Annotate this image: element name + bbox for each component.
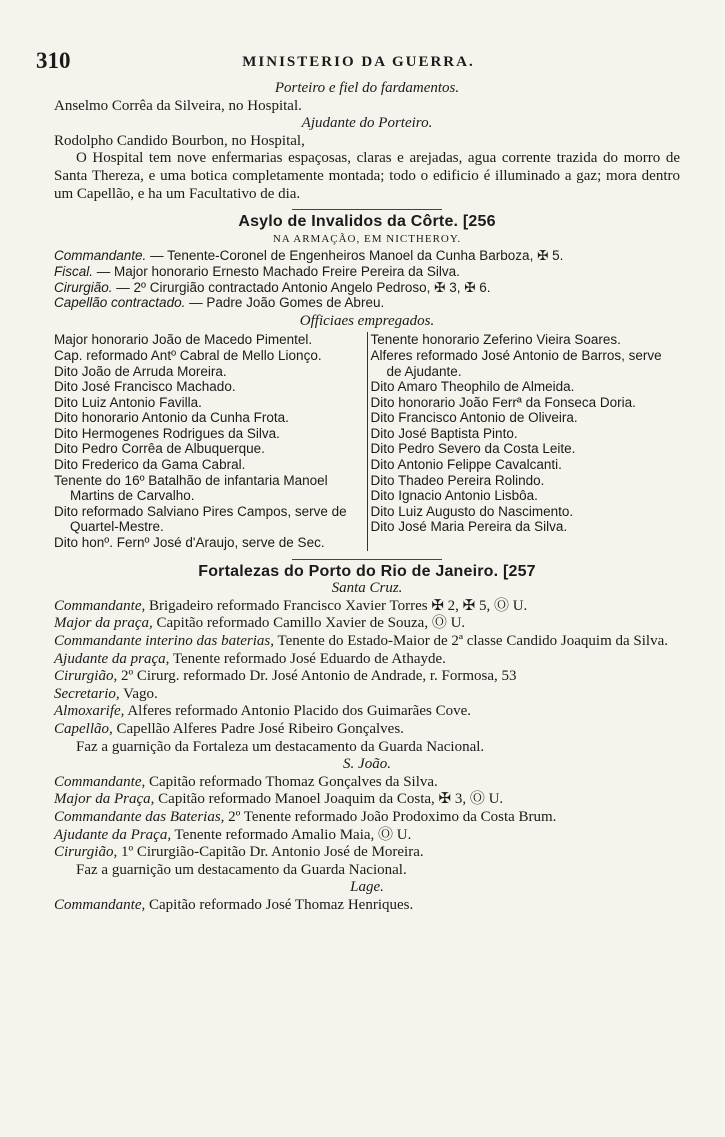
intro-section (54, 80, 680, 203)
role-porteiro: Porteiro e fiel do fardamentos. (274, 80, 460, 96)
officer-entry: Dito Amaro Theophilo de Almeida. (370, 379, 575, 395)
fort-entry: Commandante, Capitão reformado José Thomaz Henriques. (54, 896, 414, 913)
asylo-title: Asylo de Invalidos da Côrte. [256 (238, 213, 496, 231)
entry-anselmo: Anselmo Corrêa da Silveira, no Hospital. (54, 97, 302, 114)
staff-line: Commandante. — Tenente-Coronel de Engenheiros Manoel da Cunha Barboza, ✠ 5. (54, 248, 564, 264)
officer-entry: Dito José Francisco Machado. (54, 379, 236, 395)
entry-rodolpho: Rodolpho Candido Bourbon, no Hospital, (54, 132, 305, 149)
officer-entry: Dito Luiz Antonio Favilla. (54, 394, 202, 410)
officer-entry: Dito José Baptista Pinto. (370, 425, 518, 441)
fort-entry: Major da Praça, Capitão reformado Manoel Joaquim da Costa, ✠ 3, Ⓞ U. (54, 791, 504, 808)
fort-entry: Major da praça, Capitão reformado Camillo Xavier de Souza, Ⓞ U. (54, 615, 466, 632)
officers-heading: Officiaes empregados. (299, 312, 435, 329)
page-body (54, 80, 680, 915)
section-divider (292, 209, 442, 210)
page-number: 310 (36, 48, 71, 73)
officer-entry: Dito Antonio Felippe Cavalcanti. (370, 457, 562, 473)
fortalezas-title: Fortalezas do Porto do Rio de Janeiro. [257 (198, 562, 536, 580)
staff-line: Fiscal. — Major honorario Ernesto Machado Freire Pereira da Silva. (54, 263, 460, 279)
fort-entry: Commandante, Brigadeiro reformado Francisco Xavier Torres ✠ 2, ✠ 5, Ⓞ U. (54, 597, 528, 614)
hospital-paragraph: O Hospital tem nove enfermarias espaçosas, claras e arejadas, agua corrente trazida do morro de Santa Thereza, e uma botica completamente montada; todo o edificio é illuminado a gaz; mora dentro um Capellão, e ha um Facultativo de dia. (54, 150, 680, 202)
officer-entry: Dito Francisco Antonio de Oliveira. (370, 410, 578, 426)
fort-entry: Ajudante da Praça, Tenente reformado Amalio Maia, Ⓞ U. (54, 826, 412, 843)
officer-entry: Dito Pedro Corrêa de Albuquerque. (54, 441, 265, 457)
officers-right-column (368, 332, 681, 550)
asylo-staff-list (54, 248, 680, 310)
role-ajudante-porteiro: Ajudante do Porteiro. (301, 115, 433, 132)
asylo-subtitle: NA ARMAÇÃO, EM NICTHEROY. (272, 232, 462, 245)
fort-lage-name: Lage. (350, 879, 384, 896)
officers-left-column (54, 332, 368, 550)
fortalezas-section (54, 563, 680, 915)
fort-entry: Almoxarife, Alferes reformado Antonio Placido dos Guimarães Cove. (54, 703, 471, 720)
officer-entry: Dito Hermogenes Rodrigues da Silva. (54, 425, 280, 441)
officer-entry: Major honorario João de Macedo Pimentel. (54, 332, 313, 348)
fort-entry: Cirurgião, 2º Cirurg. reformado Dr. José Antonio de Andrade, r. Formosa, 53 (54, 668, 517, 685)
fort-sao-joao-name: S. João. (343, 756, 391, 773)
officer-entry: Dito honº. Fernº José d'Araujo, serve de Sec. (54, 535, 325, 551)
section-divider (292, 559, 442, 560)
fort-entry: Cirurgião, 1º Cirurgião-Capitão Dr. Antonio José de Moreira. (54, 844, 424, 861)
officer-entry: Dito honorario João Ferrª da Fonseca Doria. (370, 394, 636, 410)
fort-entry: Capellão, Capellão Alferes Padre José Ribeiro Gonçalves. (54, 720, 404, 737)
officer-entry: Dito Ignacio Antonio Lisbôa. (370, 488, 538, 504)
asylo-section (54, 213, 680, 550)
officer-entry: Dito José Maria Pereira da Silva. (370, 519, 568, 535)
officer-entry: Tenente honorario Zeferino Vieira Soares. (370, 332, 621, 348)
officer-entry: Dito Frederico da Gama Cabral. (54, 457, 246, 473)
fort-note: Faz a guarnição da Fortaleza um destacamento da Guarda Nacional. (76, 738, 485, 755)
officer-entry: Dito Luiz Augusto do Nascimento. (370, 503, 574, 519)
staff-line: Cirurgião. — 2º Cirurgião contractado Antonio Angelo Pedroso, ✠ 3, ✠ 6. (54, 279, 491, 295)
fort-note: Faz a guarnição um destacamento da Guarda Nacional. (76, 861, 407, 878)
staff-line: Capellão contractado. — Padre João Gomes de Abreu. (54, 295, 385, 311)
page-header (36, 48, 681, 76)
officer-entry: Cap. reformado Antº Cabral de Mello Lionço. (54, 347, 322, 363)
officers-columns (54, 332, 680, 550)
officer-entry: Tenente do 16º Batalhão de infantaria Manoel Martins de Carvalho. (54, 472, 328, 504)
fort-entry: Ajudante da praça, Tenente reformado José Eduardo de Athayde. (54, 650, 446, 667)
fort-entry: Secretario, Vago. (54, 685, 158, 702)
fort-entry: Commandante, Capitão reformado Thomaz Gonçalves da Silva. (54, 773, 438, 790)
officer-entry: Dito honorario Antonio da Cunha Frota. (54, 410, 289, 426)
officer-entry: Dito João de Arruda Moreira. (54, 363, 227, 379)
officer-entry: Dito Pedro Severo da Costa Leite. (370, 441, 576, 457)
officer-entry: Dito Thadeo Pereira Rolindo. (370, 472, 545, 488)
fort-entry: Commandante interino das baterias, Tenente do Estado-Maior de 2ª classe Candido Joaquim da Silva. (54, 633, 668, 649)
fort-entry: Commandante das Baterias, 2º Tenente reformado João Prodoximo da Costa Brum. (54, 808, 557, 825)
officer-entry: Alferes reformado José Antonio de Barros, serve de Ajudante. (370, 347, 662, 379)
running-title: MINISTERIO DA GUERRA. (242, 54, 475, 70)
officer-entry: Dito reformado Salviano Pires Campos, serve de Quartel-Mestre. (54, 503, 347, 535)
fort-santa-cruz-name: Santa Cruz. (331, 580, 403, 597)
